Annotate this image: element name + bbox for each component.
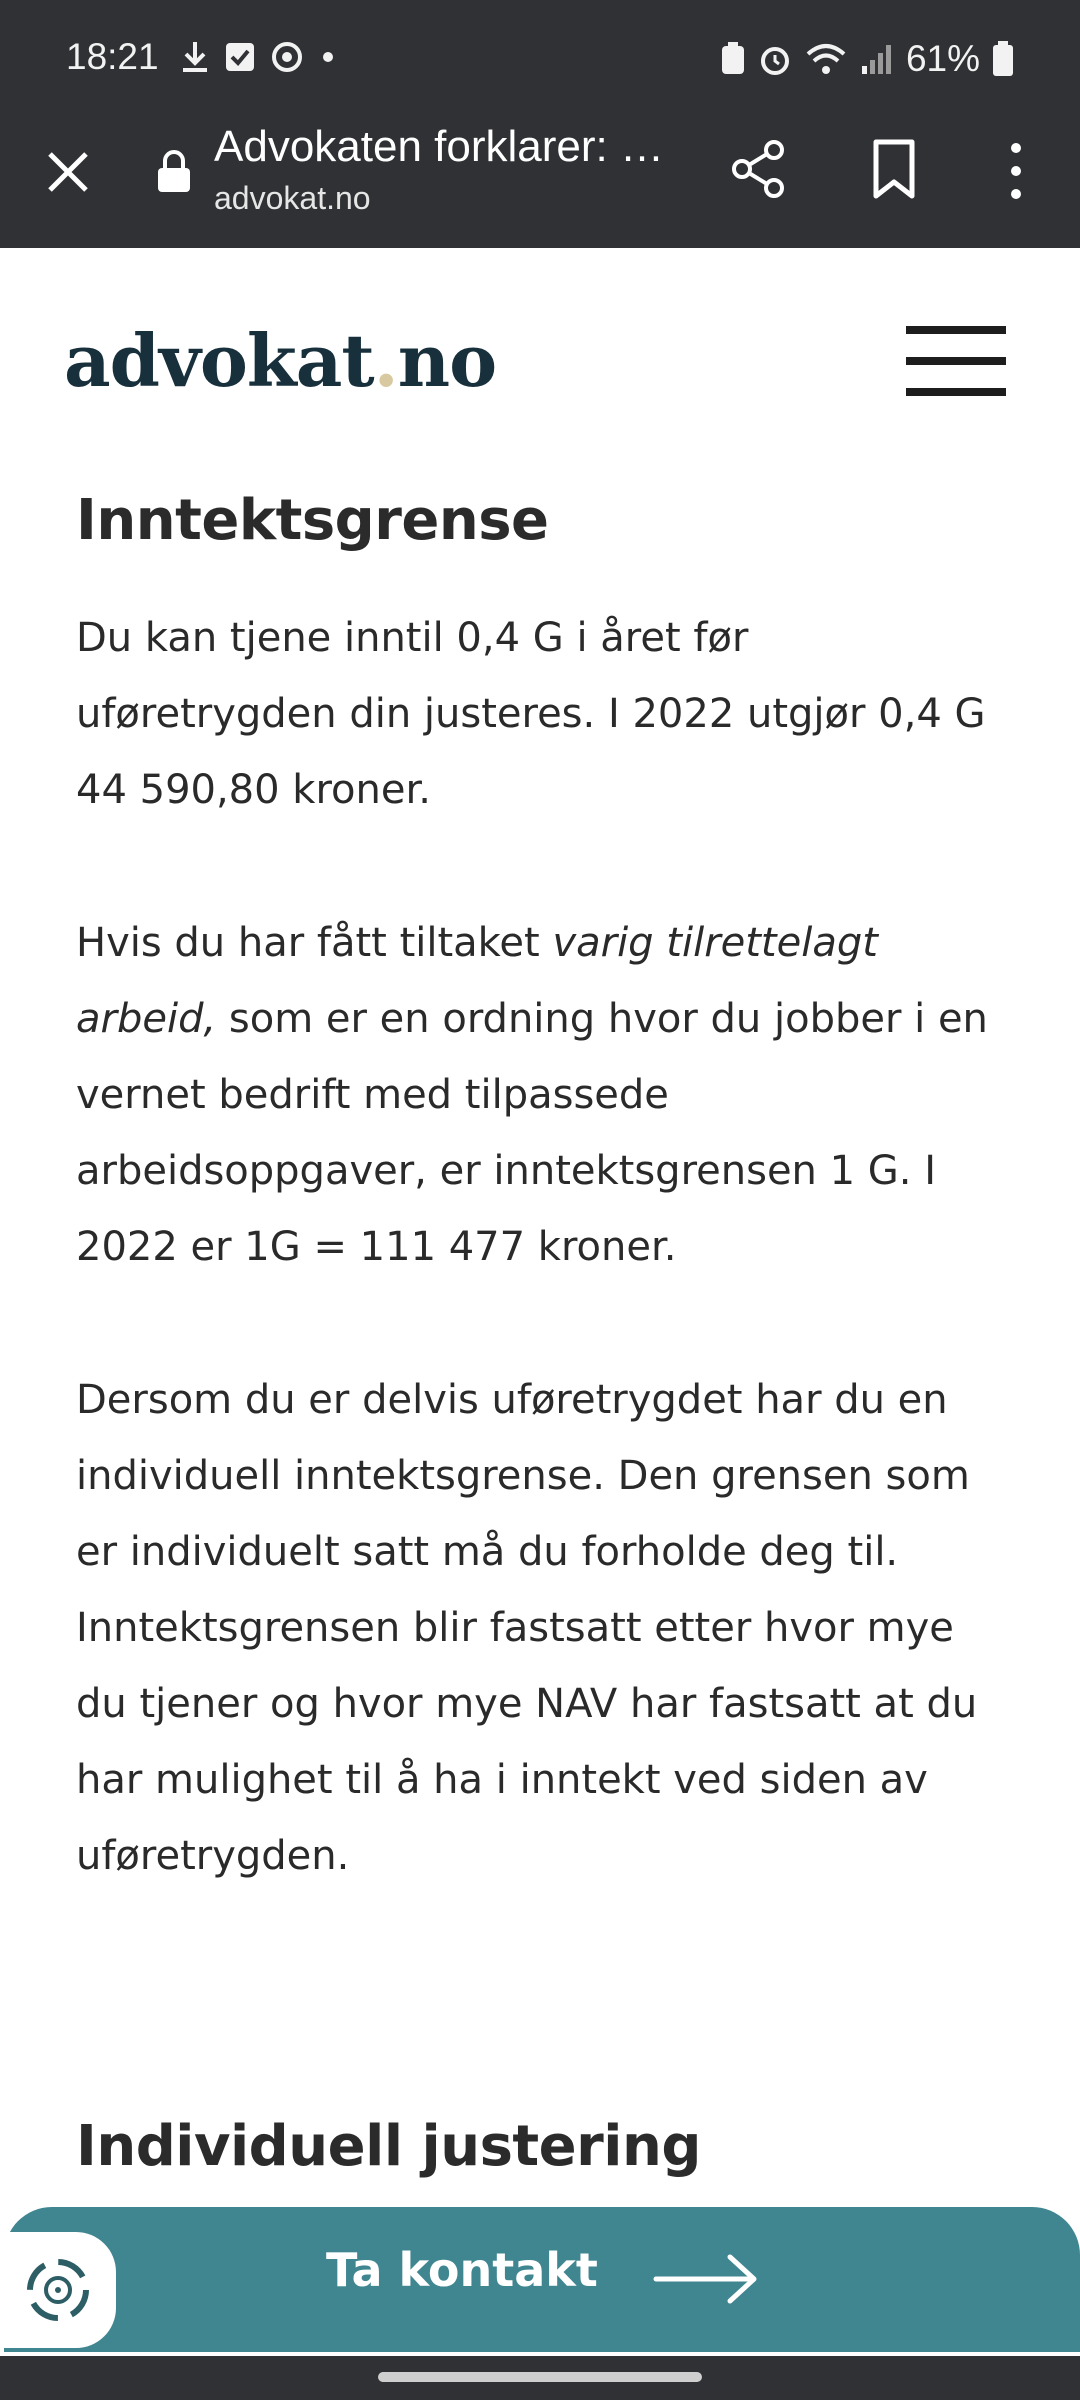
paragraph-2-emphasis: varig tilrettelagt arbeid, <box>76 920 878 1042</box>
logo-text-2: no <box>397 318 497 403</box>
bookmark-icon[interactable] <box>866 138 922 200</box>
status-bar <box>0 0 1080 118</box>
wifi-icon <box>804 42 848 76</box>
status-right <box>720 38 1014 80</box>
paragraph-2 <box>76 905 1016 1285</box>
signal-icon <box>860 42 894 76</box>
contact-button[interactable] <box>4 2207 1080 2352</box>
home-gesture-handle[interactable] <box>378 2372 702 2382</box>
url-domain[interactable]: advokat.no <box>214 180 371 216</box>
logo-dot: . <box>373 318 398 403</box>
close-icon[interactable] <box>38 142 98 202</box>
paragraph-1: Du kan tjene inntil 0,4 G i året før uføretrygden din justeres. I 2022 utgjør 0,4 G 44 590,80 kroner. <box>76 615 986 813</box>
download-icon <box>180 40 210 74</box>
page-title[interactable]: Advokaten forklarer: … <box>214 122 664 171</box>
contact-label: Ta kontakt <box>326 2243 598 2297</box>
site-logo[interactable] <box>64 318 496 403</box>
hamburger-menu-icon[interactable] <box>906 326 1006 396</box>
hamburger-line <box>906 388 1006 396</box>
site-header <box>0 248 1080 478</box>
battery-percentage: 61% <box>905 38 980 79</box>
system-nav-bar <box>0 2356 1080 2400</box>
share-icon[interactable] <box>726 136 792 202</box>
heading-individuell-justering: Individuell justering <box>76 2114 701 2179</box>
hamburger-line <box>906 326 1006 334</box>
browser-toolbar <box>0 118 1080 248</box>
paragraph-2-end: som er en ordning hvor du jobber i en vernet bedrift med tilpassede arbeidsoppgaver, er inntektsgrensen 1 G. I 2022 er 1G = 111 477 kroner. <box>76 996 988 1270</box>
alarm-icon <box>758 42 792 76</box>
paragraph-2-start: Hvis du har fått tiltaket <box>76 920 553 966</box>
dot-icon <box>318 47 338 67</box>
lock-icon <box>156 148 192 194</box>
heading-inntektsgrense: Inntektsgrense <box>76 488 549 553</box>
sync-icon <box>270 40 304 74</box>
overflow-menu-icon[interactable] <box>998 138 1034 204</box>
logo-text-1: advokat <box>64 318 374 403</box>
chat-widget[interactable] <box>0 2232 116 2348</box>
hamburger-line <box>906 357 1006 365</box>
battery-icon <box>992 41 1014 77</box>
arrow-right-icon <box>652 2249 762 2309</box>
status-time: 18:21 <box>66 36 159 77</box>
paragraph-3: Dersom du er delvis uføretrygdet har du en individuell inntektsgrense. Den grensen som er individuelt satt må du forholde deg til. Inntektsgrensen blir fastsatt etter hvor mye du tjener og hvor mye NAV har fastsatt at du har mulighet til å ha i inntekt ved siden av uføretrygden. <box>76 1377 978 1879</box>
checkbox-icon <box>224 41 256 73</box>
status-left-icons <box>180 40 338 74</box>
assistant-widget-icon <box>16 2248 100 2332</box>
battery-saver-icon <box>720 42 746 76</box>
